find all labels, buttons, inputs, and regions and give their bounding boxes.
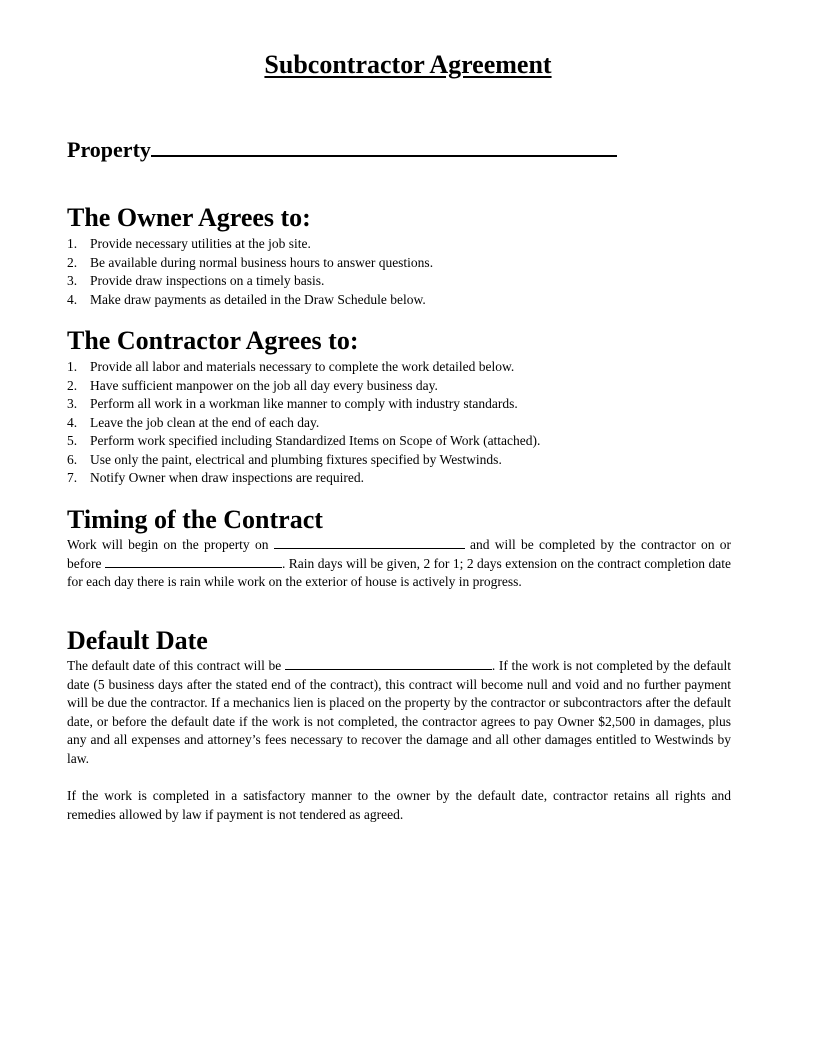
timing-paragraph — [67, 536, 731, 592]
list-item-text: Provide all labor and materials necessary to complete the work detailed below. — [90, 359, 515, 374]
timing-text-end: . Rain days will be given, 2 for 1; 2 days extension on the contract completion date for each day there is rain while work on the exterior of house is actively in progress. — [67, 555, 731, 590]
list-item — [67, 358, 540, 377]
list-item-text: Have sufficient manpower on the job all day every business day. — [90, 377, 438, 393]
list-item-text: Provide draw inspections on a timely basis. — [90, 273, 325, 288]
list-item-number: 2. — [67, 377, 78, 393]
list-item — [67, 414, 540, 433]
list-item-text: Perform all work in a workman like manner to comply with industry standards. — [90, 396, 518, 411]
list-item — [67, 395, 540, 414]
list-item-text: Use only the paint, electrical and plumbing fixtures specified by Westwinds. — [90, 451, 502, 467]
list-item — [67, 254, 433, 273]
default-date-paragraph — [67, 657, 731, 769]
property-label: Property — [67, 137, 151, 162]
list-item — [67, 451, 540, 470]
timing-text-middle: and will be completed by the contractor on or before — [67, 537, 731, 571]
property-line — [67, 137, 617, 163]
document-title: Subcontractor Agreement — [264, 50, 552, 79]
default-date-text-start: The default date of this contract will be — [67, 658, 282, 673]
list-item-number: 4. — [67, 414, 78, 430]
list-item — [67, 469, 540, 488]
list-item-number: 3. — [67, 396, 78, 411]
default-date-text-end: . If the work is not completed by the default date (5 business days after the stated end of the contract), this contract will become null and void and no further payment will be due the contractor. If a mechanics lien is placed on the property by the contractor or subcontractors after the default date, or before the default date if the work is not completed, the contractor agrees to pay Owner $2,500 in damages, plus any and all expenses and attorney’s fees necessary to recover the damage and all other damages entitled to Westwinds by law. — [67, 658, 732, 766]
list-item — [67, 432, 540, 451]
list-item-text: Leave the job clean at the end of each day. — [90, 414, 320, 430]
end-date-blank[interactable] — [105, 555, 282, 568]
list-item-text: Notify Owner when draw inspections are required. — [90, 470, 365, 485]
list-item — [67, 235, 433, 254]
contractor-heading: The Contractor Agrees to: — [67, 326, 359, 355]
contractor-list — [67, 358, 540, 488]
timing-text-start: Work will begin on the property on — [67, 537, 269, 552]
owner-heading: The Owner Agrees to: — [67, 203, 311, 232]
timing-heading: Timing of the Contract — [67, 505, 323, 534]
list-item-text: Make draw payments as detailed in the Draw Schedule below. — [90, 291, 426, 307]
list-item-text: Provide necessary utilities at the job site. — [90, 236, 311, 251]
list-item-number: 1. — [67, 236, 78, 251]
list-item-text: Be available during normal business hours to answer questions. — [90, 254, 434, 270]
list-item — [67, 272, 433, 291]
list-item-number: 3. — [67, 273, 78, 288]
list-item — [67, 377, 540, 396]
list-item — [67, 291, 433, 310]
start-date-blank[interactable] — [274, 536, 465, 549]
list-item-number: 5. — [67, 433, 78, 448]
list-item-text: Perform work specified including Standardized Items on Scope of Work (attached). — [90, 433, 541, 448]
list-item-number: 7. — [67, 470, 78, 485]
default-date-heading: Default Date — [67, 626, 208, 655]
list-item-number: 2. — [67, 254, 78, 270]
owner-list — [67, 235, 433, 309]
list-item-number: 4. — [67, 291, 78, 307]
list-item-number: 1. — [67, 359, 78, 374]
default-date-blank[interactable] — [285, 657, 492, 670]
closing-paragraph: If the work is completed in a satisfactory manner to the owner by the default date, contractor retains all rights and remedies allowed by law if payment is not tendered as agreed. — [67, 788, 731, 822]
property-blank-field[interactable] — [151, 137, 617, 157]
list-item-number: 6. — [67, 451, 78, 467]
